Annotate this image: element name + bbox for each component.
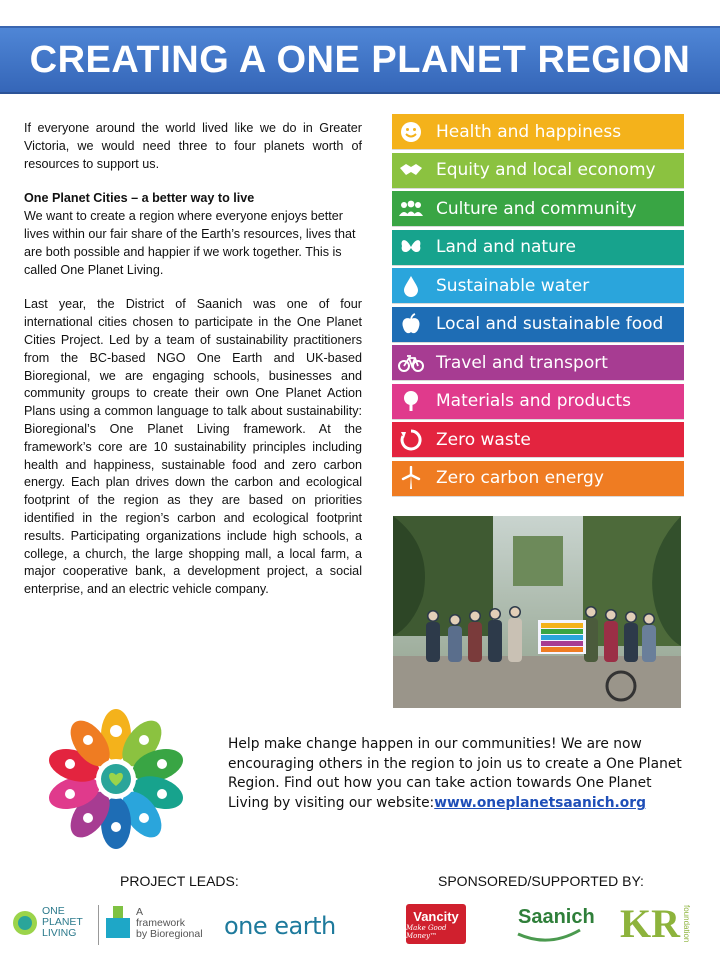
section-heading: One Planet Cities – a better way to live (24, 191, 255, 206)
principle-water (392, 268, 684, 303)
apple-icon (396, 309, 426, 339)
logo-divider (98, 905, 99, 945)
saanich-logo: Saanich (518, 906, 595, 929)
principle-materials (392, 384, 684, 419)
one-planet-wheel-logo (44, 707, 188, 851)
kr-foundation-logo: KR foundation (620, 901, 691, 946)
bioregional-logo-text: A framework by Bioregional (136, 905, 203, 940)
sponsors-heading: SPONSORED/SUPPORTED BY: (438, 873, 644, 889)
article-body (24, 120, 362, 616)
bioregional-logo (104, 906, 203, 940)
principle-label: Land and nature (436, 237, 576, 257)
principle-label: Health and happiness (436, 121, 622, 142)
handshake-icon (396, 155, 426, 185)
opl-logo-text: ONE PLANET LIVING (42, 905, 83, 939)
call-to-action (228, 735, 688, 813)
principle-land (392, 230, 684, 265)
page-title: CREATING A ONE PLANET REGION (29, 38, 691, 81)
bicycle-icon (396, 348, 426, 378)
principle-label: Zero carbon energy (436, 468, 604, 488)
principle-food (392, 307, 684, 342)
principle-culture (392, 191, 684, 226)
people-icon (396, 194, 426, 224)
principle-health (392, 114, 684, 149)
wind-turbine-icon (396, 463, 426, 493)
intro-paragraph: If everyone around the world lived like we do in Greater Victoria, we would need three to four planets worth of resources to support us. (24, 121, 362, 171)
principles-list (392, 114, 684, 499)
planet-icon (12, 910, 38, 936)
tree-icon (396, 386, 426, 416)
project-leads-heading: PROJECT LEADS: (120, 873, 239, 889)
principle-waste (392, 422, 684, 457)
principle-equity (392, 153, 684, 188)
recycle-icon (396, 425, 426, 455)
principle-energy (392, 461, 684, 496)
principle-label: Local and sustainable food (436, 314, 664, 334)
vancity-logo: Vancity Make Good Money™ (406, 904, 466, 944)
website-link[interactable]: www.oneplanetsaanich.org (434, 794, 646, 811)
title-banner (0, 26, 720, 94)
principle-travel (392, 345, 684, 380)
principle-label: Sustainable water (436, 275, 590, 296)
principle-label: Materials and products (436, 391, 631, 411)
principle-label: Travel and transport (436, 352, 608, 373)
butterfly-icon (396, 232, 426, 262)
one-planet-living-logo (12, 906, 83, 939)
principle-label: Zero waste (436, 429, 531, 450)
smiley-icon (396, 117, 426, 147)
group-photo (393, 516, 681, 708)
section-paragraph: We want to create a region where everyone enjoys better lives within our fair share of the Earth’s resources, lives that are both possible and happier if we work together. This is called One Planet Living. (24, 209, 356, 277)
bioregional-mark-icon (104, 906, 132, 940)
cta-text: Help make change happen in our communities! We are now encouraging others in the region to join us to create a One Planet Region. Find out how you can take action towards One Planet Living by visiting our website: (228, 736, 682, 811)
principle-label: Equity and local economy (436, 160, 656, 180)
principle-label: Culture and community (436, 198, 637, 219)
section-block (24, 190, 362, 279)
project-paragraph: Last year, the District of Saanich was one of four international cities chosen to participate in the One Planet Cities Project. Led by a team of sustainability practitioners from the BC-based NGO One Earth and UK-based Bioregional, we are engaging schools, businesses and community groups to create their own One Planet Action Plans using a common language to talk about sustainability: Bioregional’s One Planet Living framework. At the framework’s core are 10 sustainability principles including health and happiness, sustainable food and zero carbon energy. Each plan drives down the carbon and ecological footprint of the region as they are based on priorities identified in the region’s carbon and ecological footprint results. Participating organizations include high schools, a college, a church, the large shopping mall, a local farm, a major cooperative bank, a development project, a social enterprise, and an electric vehicle company. (24, 297, 362, 597)
one-earth-logo: one earth (224, 912, 336, 940)
water-drop-icon (396, 271, 426, 301)
